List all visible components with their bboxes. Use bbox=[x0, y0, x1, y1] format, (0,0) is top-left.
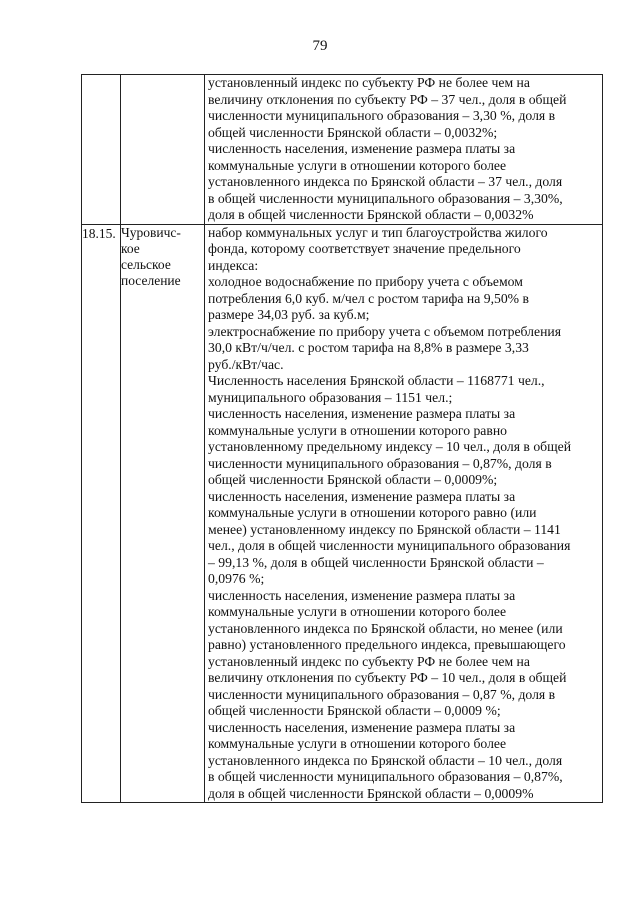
text-line: общей численности Брянской области – 0,0032%; bbox=[208, 124, 498, 140]
text-line: установленного индекса по Брянской области, но менее (или bbox=[208, 620, 563, 636]
row-number-cell: 18.15. bbox=[82, 224, 121, 803]
text-line: коммунальные услуги в отношении которого более bbox=[208, 604, 507, 619]
text-line: численность населения, изменение размера платы за bbox=[208, 488, 516, 504]
text-line: численность населения, изменение размера платы за bbox=[208, 406, 516, 421]
text-line: менее) установленному индексу по Брянской области – 1141 bbox=[208, 521, 561, 537]
text-line: фонда, которому соответствует значение предельного bbox=[208, 241, 521, 256]
text-line: установленному предельному индексу – 10 чел., доля в общей bbox=[208, 439, 572, 454]
page-number: 79 bbox=[312, 38, 328, 54]
document-table bbox=[81, 74, 603, 803]
text-line: – 99,13 %, доля в общей численности Брянской области – bbox=[208, 554, 544, 570]
indicators-text-cell bbox=[205, 75, 603, 225]
text-line: установленный индекс по субъекту РФ не более чем на bbox=[208, 653, 530, 669]
text-line: потребления 6,0 куб. м/чел с ростом тарифа на 9,50% в bbox=[208, 290, 529, 306]
text-line: набор коммунальных услуг и тип благоустройства жилого bbox=[208, 224, 548, 240]
settlement-name-cell bbox=[121, 224, 205, 803]
text-line: чел., доля в общей численности муниципального образования bbox=[208, 538, 571, 553]
text-line: электроснабжение по прибору учета с объемом потребления bbox=[208, 323, 562, 339]
text-line: в общей численности муниципального образования – 3,30%, bbox=[208, 190, 563, 206]
text-line: численности муниципального образования – 0,87%, доля в bbox=[208, 455, 552, 471]
text-line: величину отклонения по субъекту РФ – 10 чел., доля в общей bbox=[208, 670, 567, 685]
text-line: Численность населения Брянской области – 1168771 чел., bbox=[208, 373, 545, 388]
settlement-name-line: сельское bbox=[121, 256, 171, 272]
text-line: индекса: bbox=[208, 257, 259, 273]
text-line: муниципального образования – 1151 чел.; bbox=[208, 389, 453, 405]
text-line: размере 34,03 руб. за куб.м; bbox=[208, 307, 370, 322]
text-line: общей численности Брянской области – 0,0009%; bbox=[208, 472, 498, 487]
text-line: общей численности Брянской области – 0,0009 %; bbox=[208, 703, 501, 718]
settlement-name-line: кое bbox=[121, 240, 140, 256]
table-row-18-15 bbox=[82, 224, 603, 803]
text-line: в общей численности муниципального образования – 0,87%, bbox=[208, 769, 563, 784]
text-line: руб./кВт/час. bbox=[208, 356, 284, 372]
text-line: величину отклонения по субъекту РФ – 37 чел., доля в общей bbox=[208, 91, 567, 107]
text-line: численность населения, изменение размера платы за bbox=[208, 587, 516, 603]
text-line: установленного индекса по Брянской области – 10 чел., доля bbox=[208, 752, 563, 768]
text-line: холодное водоснабжение по прибору учета с объемом bbox=[208, 274, 523, 289]
text-line: 0,0976 %; bbox=[208, 571, 265, 586]
text-line: доля в общей численности Брянской области – 0,0009% bbox=[208, 785, 534, 801]
text-line: 30,0 кВт/ч/чел. с ростом тарифа на 8,8% в размере 3,33 bbox=[208, 340, 529, 355]
text-line: установленный индекс по субъекту РФ не более чем на bbox=[208, 75, 530, 90]
text-line: равно) установленного предельного индекса, превышающего bbox=[208, 637, 566, 652]
text-line: численности муниципального образования – 3,30 %, доля в bbox=[208, 108, 556, 123]
text-line: численности муниципального образования – 0,87 %, доля в bbox=[208, 686, 556, 702]
row-number-cell bbox=[82, 75, 121, 225]
text-line: коммунальные услуги в отношении которого более bbox=[208, 157, 507, 173]
indicators-text-cell bbox=[205, 224, 603, 803]
text-line: доля в общей численности Брянской области – 0,0032% bbox=[208, 207, 534, 222]
text-line: коммунальные услуги в отношении которого равно bbox=[208, 422, 508, 438]
text-line: установленного индекса по Брянской области – 37 чел., доля bbox=[208, 174, 563, 189]
settlement-name-line: поселение bbox=[121, 272, 181, 288]
text-line: коммунальные услуги в отношении которого более bbox=[208, 736, 507, 751]
text-line: численность населения, изменение размера платы за bbox=[208, 719, 516, 735]
settlement-name-cell bbox=[121, 75, 205, 225]
text-line: численность населения, изменение размера платы за bbox=[208, 141, 516, 156]
text-line: коммунальные услуги в отношении которого равно (или bbox=[208, 505, 537, 520]
settlement-name-line: Чуровичс- bbox=[121, 224, 181, 240]
table-row-continued bbox=[82, 75, 603, 225]
